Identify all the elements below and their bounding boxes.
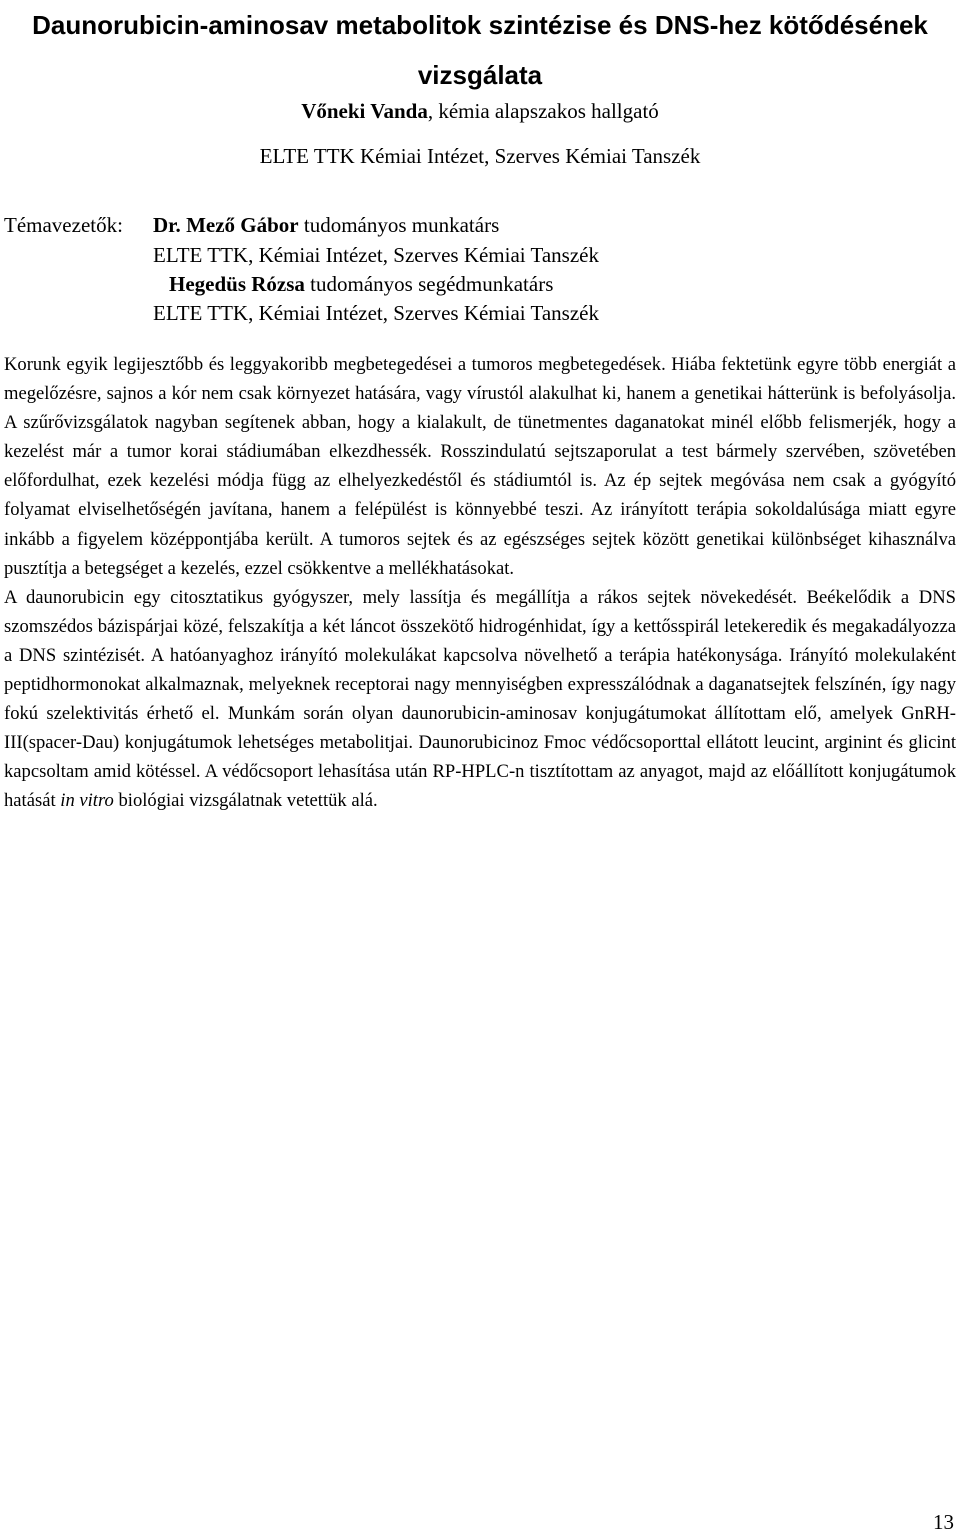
supervisor-1-affiliation: ELTE TTK, Kémiai Intézet, Szerves Kémiai Tanszék <box>153 243 599 267</box>
supervisors-label: Témavezetők: <box>4 213 123 237</box>
abstract-paragraph-2 <box>4 583 956 816</box>
supervisor-1-role: tudományos munkatárs <box>298 213 500 237</box>
supervisor-2-name-line <box>169 269 553 299</box>
paragraph-2-text: A daunorubicin egy citosztatikus gyógyszer, mely lassítja és megállítja a rákos sejtek növekedését. Beékelődik a DNS szomszédos bázispárjai közé, felszakítja a két láncot összekötő hidrogénhidat, így a kettősspirál letekeredik és megakadályozza a DNS szintézisét. A hatóanyaghoz irányító molekulákat kapcsolva növelhető a terápia hatékonysága. Irányító molekulaként peptidhormonokat alkalmaznak, melyeknek receptorai nagy mennyiségben expresszálódnak a daganatsejtek felszínén, így nagy fokú szelektivitás érhető el. Munkám során olyan daunorubicin-aminosav konjugátumokat állítottam elő, amelyek GnRH-III(spacer-Dau) konjugátumok lehetséges metabolitjai. Daunorubicinoz Fmoc védőcsoporttal ellátott leucint, arginint és glicint kapcsoltam amid kötéssel. A védőcsoport lehasítása után RP-HPLC-n tisztítottam az anyagot, majd az előállított konjugátumok hatását <box>4 586 956 812</box>
supervisor-2-role: tudományos segédmunkatárs <box>304 272 554 296</box>
title-line-1: Daunorubicin-aminosav metabolitok szintézise és DNS-hez kötődésének <box>32 10 928 40</box>
document-title <box>0 0 960 100</box>
title-line-2: vizsgálata <box>417 60 543 90</box>
page-number: 13 <box>933 1510 954 1534</box>
author-role: , kémia alapszakos hallgató <box>427 99 659 123</box>
author-name: Vőneki Vanda <box>301 99 428 123</box>
supervisor-1-name-line <box>153 210 499 240</box>
supervisor-1-prefix: Dr. <box>153 213 187 237</box>
paragraph-2-italic: in vitro <box>60 790 114 812</box>
author-line <box>0 96 960 126</box>
supervisor-2-name: Hegedüs Rózsa <box>169 272 305 296</box>
supervisor-1-name: Mező Gábor <box>186 213 299 237</box>
author-affiliation: ELTE TTK Kémiai Intézet, Szerves Kémiai Tanszék <box>259 144 701 168</box>
abstract-body <box>4 350 956 816</box>
paragraph-2-ending: biológiai vizsgálatnak vetettük alá. <box>113 790 378 812</box>
abstract-paragraph-1: Korunk egyik legijesztőbb és leggyakoribb megbetegedései a tumoros megbetegedések. Hiába fektetünk egyre több energiát a megelőzésre, sajnos a kór nem csak környezet hatására, vagy vírustól alakulhat ki, hanem a genetikai hátterünk is befolyásolja. A szűrővizsgálatok nagyban segítenek abban, hogy a kialakult, de tünetmentes daganatokat minél előbb felismerjék, hogy a kezelést már a tumor korai stádiumában elkezdhessék. Rosszindulatú sejtszaporulat a test bármely szervében, szövetében előfordulhat, ezek kezelési módja függ az elhelyezkedéstől és stádiumtól is. Az ép sejtek megóvása nem csak a gyógyító folyamat elviselhetőségén javítana, hanem a felépülést is könnyebbé teszi. Az irányított terápia sokoldalúsága miatt egyre inkább a figyelem középpontjába került. A tumoros sejtek és az egészséges sejtek között genetikai különbséget kihasználva pusztítja a betegséget a kezelés, ezzel csökkentve a mellékhatásokat. <box>4 354 956 579</box>
supervisor-2-affiliation: ELTE TTK, Kémiai Intézet, Szerves Kémiai Tanszék <box>153 301 599 325</box>
